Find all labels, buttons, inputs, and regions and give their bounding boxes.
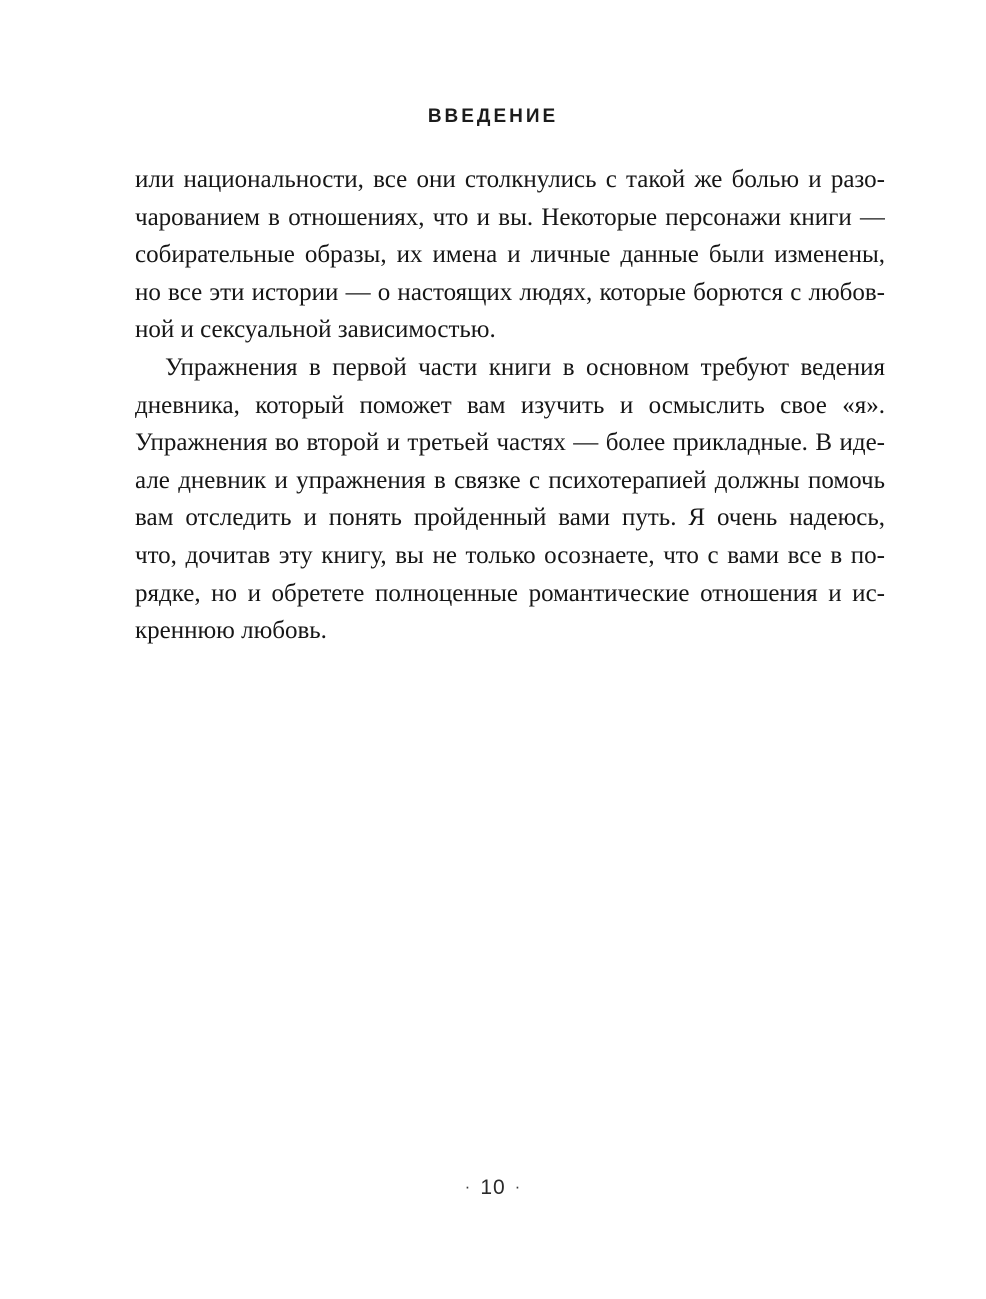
text-line: але дневник и упражнения в связке с психотерапией должны помочь bbox=[135, 466, 885, 494]
text-line: или национальности, все они столкнулись с такой же болью и разо- bbox=[135, 166, 885, 193]
text-line: Упражнения в первой части книги в основном требуют ведения bbox=[165, 353, 885, 381]
text-line: Упражнения во второй и третьей частях — более прикладные. В иде- bbox=[135, 429, 885, 457]
text-line: чарованием в отношениях, что и вы. Некоторые персонажи книги — bbox=[135, 203, 885, 231]
text-line: что, дочитав эту книгу, вы не только осознаете, что с вами все в по- bbox=[135, 541, 885, 569]
text-line: дневника, который поможет вам изучить и осмыслить свое «я». bbox=[135, 391, 885, 419]
text-line: ной и сексуальной зависимостью. bbox=[135, 316, 496, 344]
page-number bbox=[0, 1176, 986, 1200]
text-line: рядке, но и обретете полноценные романтические отношения и ис- bbox=[135, 579, 885, 607]
text-line: собирательные образы, их имена и личные данные были изменены, bbox=[135, 241, 885, 269]
text-line: но все эти истории — о настоящих людях, которые борются с любов- bbox=[135, 278, 885, 306]
text-line: вам отследить и понять пройденный вами путь. Я очень надеюсь, bbox=[135, 504, 885, 532]
page-number-value: 10 bbox=[480, 1176, 506, 1199]
text-line: креннюю любовь. bbox=[135, 617, 327, 645]
body-text bbox=[135, 161, 885, 650]
page-number-decor-left: · bbox=[464, 1177, 472, 1196]
page-title: ВВЕДЕНИЕ bbox=[427, 106, 559, 127]
page-number-decor-right: · bbox=[514, 1177, 522, 1196]
